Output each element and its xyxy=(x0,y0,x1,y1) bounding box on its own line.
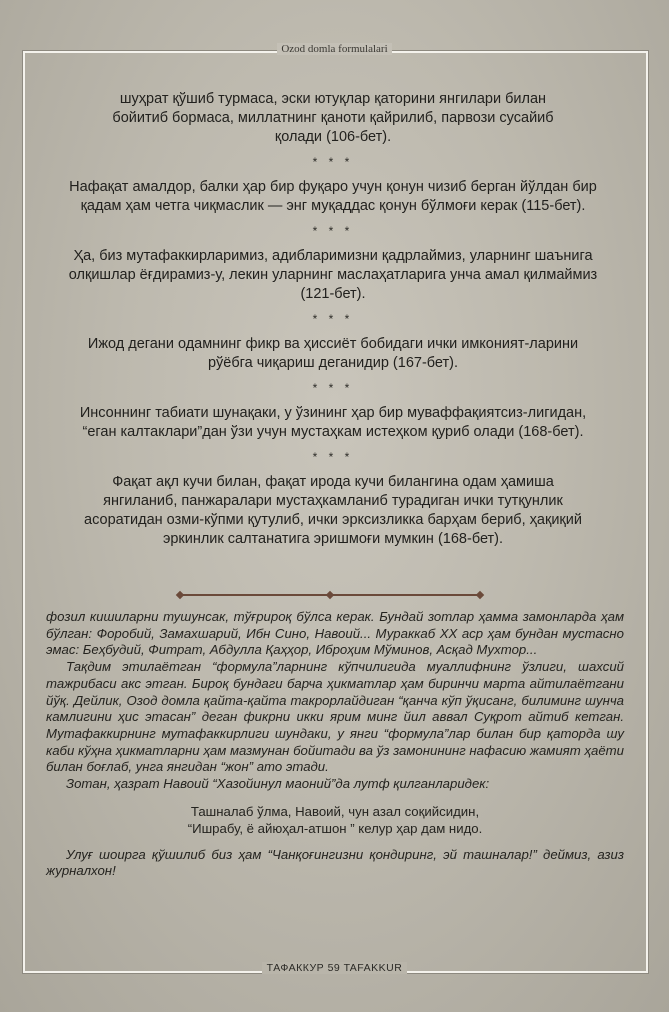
paragraph-3: Зотан, ҳазрат Навоий “Хазойинул маоний”да лутф қилганларидек: xyxy=(66,776,490,792)
footer-text: ТАФАККУР 59 TAFAKKUR xyxy=(262,962,408,974)
separator-1: * * * xyxy=(312,155,354,169)
quote-6: Фақат ақл кучи билан, фақат ирода кучи билангина одам ҳамиша янгиланиб, панжаралари мустаҳкамланиб турадиган ички тутқунлик асоратидан озми-кўпми қутулиб, ички эрксизликка барҳам бериб, ҳақиқий эркинлик салтанатига эришмоғи мумкин (168-бет). xyxy=(84,474,582,547)
paragraph-1: фозил кишиларни тушунсак, тўғрироқ бўлса керак. Бундай зотлар ҳамма замонларда ҳам бўлган: Форобий, Замахшарий, Ибн Сино, Навоий... Мураккаб XX аср ҳам бундан мустасно эмас: Беҳбудий, Фитрат, Абдулла Қаҳҳор, Иброҳим Мўминов, Асқад Мухтор... xyxy=(46,609,624,658)
quote-2: Нафақат амалдор, балки ҳар бир фуқаро учун қонун чизиб берган йўлдан бир қадам ҳам четга чиқмаслик — энг муқаддас қонун бўлмоғи керак (115-бет). xyxy=(69,179,597,214)
separator-4: * * * xyxy=(312,381,354,395)
paragraph-2: Тақдим этилаётган “формула”ларнинг кўпчилигида муаллифнинг ўзлиги, шахсий тажрибаси акс этган. Бироқ бундаги барча ҳикматлар ҳам биринчи марта айтилаётгани йўқ. Дейлик, Озод домла қайта-қайта такрорлайдиган “қанча кўп ўқисанг, билиминг шунча камлигини ҳис этасан” деган фикрни икки ярим минг йил аввал Суқрот айтиб кетган. Мутафаккирнинг мутафаккирлиги шундаки, у янги “формула”лар билан бир қаторда шу каби кўҳна ҳикматларни ҳам мазмунан бойитади ва ўз замонининг нафасию жамият ҳаёти билан боғлаб, унга янгидан “жон” ато этади. xyxy=(46,659,624,775)
quote-5: Инсоннинг табиати шунақаки, у ўзининг ҳар бир муваффақиятсиз-лигидан, “еган калтаклари”дан ўзи учун мустаҳкам истеҳком қуриб олади (168-бет). xyxy=(79,405,587,440)
article-body xyxy=(46,609,624,880)
quote-3: Ҳа, биз мутафаккирларимиз, адибларимизни қадрлаймиз, уларнинг шаънига олқишлар ёғдирамиз-у, лекин уларнинг маслаҳатларига унча амал қилмаймиз (121-бет). xyxy=(68,248,598,302)
running-header-text: Ozod domla formulalari xyxy=(277,43,391,55)
quote-1: шуҳрат қўшиб турмаса, эски ютуқлар қаторини янгилари билан бойитиб бормаса, миллатнинг қаноти қайрилиб, парвози сусайиб қолади (106-бет). xyxy=(112,91,554,145)
quote-4: Ижод дегани одамнинг фикр ва ҳиссиёт бобидаги ички имконият-ларини рўёбга чиқариш деганидир (167-бет). xyxy=(87,336,579,371)
poem-line-1: Ташналаб ўлма, Навоий, чун азал соқийсидин, xyxy=(190,803,480,819)
running-header xyxy=(0,43,669,55)
poem-quote xyxy=(46,803,624,837)
poem-line-2: “Ишрабу, ё айюҳал-атшон ” келур ҳар дам нидо. xyxy=(187,820,483,836)
separator-2: * * * xyxy=(312,224,354,238)
quotes-section xyxy=(58,90,608,549)
separator-5: * * * xyxy=(312,450,354,464)
separator-3: * * * xyxy=(312,312,354,326)
paragraph-4: Улуғ шоирга қўшилиб биз ҳам “Чанқоғингизни қондиринг, эй ташналар!” деймиз, азиз журналхон! xyxy=(46,846,624,879)
page-footer xyxy=(0,962,669,974)
ornament-divider xyxy=(180,591,480,599)
